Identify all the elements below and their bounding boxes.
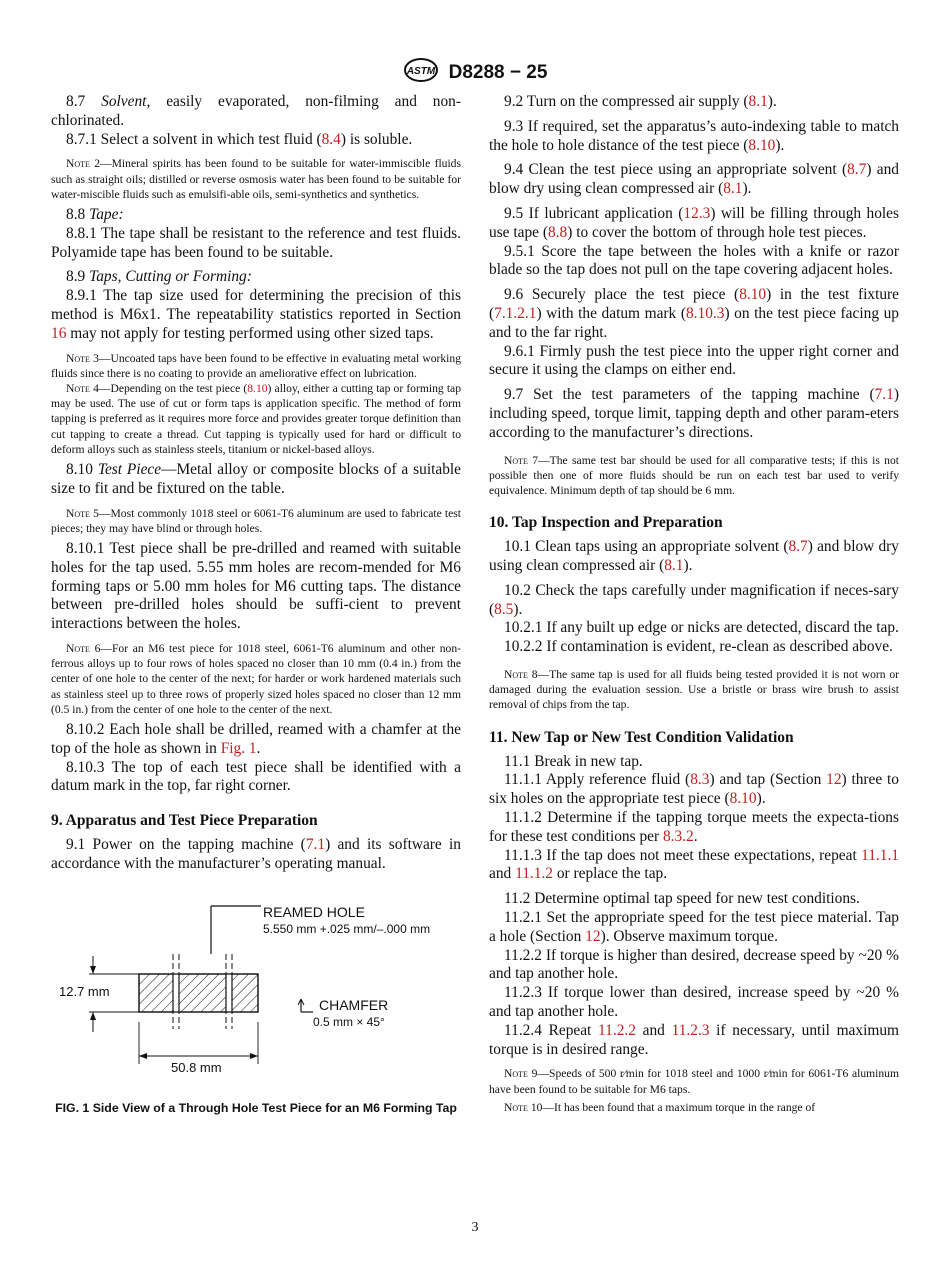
section-8-7-1: 8.7.1 Select a solvent in which test fluid (8.4) is soluble. <box>66 130 413 148</box>
section-11-2: 11.2 Determine optimal tap speed for new test conditions. <box>504 890 860 908</box>
section-9-3: 9.3 If required, set the apparatus’s auto-indexing table to match the hole to hole distance of the test piece (8.10). <box>489 117 899 154</box>
section-11-1-2: 11.1.2 Determine if the tapping torque meets the expecta-tions for these test conditions per 8.3.2. <box>489 808 899 845</box>
section-9-5: 9.5 If lubricant application (12.3) will be filling through holes use tape (8.8) to cover the bottom of through hole test pieces. <box>489 204 899 241</box>
section-11-2-3: 11.2.3 If torque lower than desired, increase speed by ~20 % and tap another hole. <box>489 984 899 1020</box>
section-11-2-1: 11.2.1 Set the appropriate speed for the test piece material. Tap a hole (Section 12). Observe maximum torque. <box>489 908 899 945</box>
ref-link[interactable]: 8.8 <box>547 223 568 241</box>
ref-link[interactable]: 8.7 <box>847 161 867 179</box>
reamed-hole-dimension: 5.550 mm +.025 mm/–.000 mm <box>263 921 431 936</box>
section-10-2: 10.2 Check the taps carefully under magnification if neces-sary (8.5). <box>489 581 899 618</box>
document-designation: D8288 − 25 <box>448 61 548 83</box>
note-10: Note 10—It has been found that a maximum torque in the range of <box>504 1100 816 1114</box>
height-dimension-label: 12.7 mm <box>59 983 110 999</box>
note-7: Note 7—The same test bar should be used for all comparative tests; if this is not possible then one of more fluids should be run on each test bar used to verify equivalence. Minimum depth of tap should be 6 mm. <box>489 453 900 497</box>
page-number: 3 <box>471 1220 479 1235</box>
svg-text:ASTM: ASTM <box>406 66 435 77</box>
note-2: Note 2—Mineral spirits has been found to be suitable for water-immiscible fluids such as straight oils; distilled or reverse osmosis water has been found to be suitable for water-miscible fluids such as emulsifi-able oils, semi-synthetics and synthetics. <box>51 157 461 201</box>
ref-link[interactable]: 8.1 <box>664 556 684 574</box>
ref-link[interactable]: 8.4 <box>321 130 341 148</box>
ref-link[interactable]: 16 <box>51 324 67 342</box>
right-column <box>489 93 899 1119</box>
test-piece-body <box>139 974 258 1012</box>
note-5: Note 5—Most commonly 1018 steel or 6061-T6 aluminum are used to fabricate test pieces; they may have blind or through holes. <box>51 506 461 535</box>
section-10-2-1: 10.2.1 If any built up edge or nicks are detected, discard the tap. <box>504 619 899 637</box>
note-3: Note 3—Uncoated taps have been found to be effective in evaluating metal working fluids since there is no coating to provide an ameliorative effect on lubrication. <box>51 351 461 380</box>
ref-link[interactable]: 8.10 <box>739 286 767 304</box>
ref-link[interactable]: 11.1.2 <box>515 865 553 883</box>
section-8-7: 8.7 Solvent, easily evaporated, non-filming and non-chlorinated. <box>51 93 461 129</box>
section-8-10-3: 8.10.3 The top of each test piece shall be identified with a datum mark in the top, far right corner. <box>51 758 461 795</box>
ref-link[interactable]: 12.3 <box>683 204 711 222</box>
width-dimension-label: 50.8 mm <box>171 1059 222 1075</box>
section-10-heading: 10. Tap Inspection and Preparation <box>489 514 723 532</box>
ref-link[interactable]: 11.2.2 <box>598 1021 636 1039</box>
section-9-1: 9.1 Power on the tapping machine (7.1) and its software in accordance with the manufacturer’s operating manual. <box>51 836 461 872</box>
chamfer-label: CHAMFER <box>319 996 389 1013</box>
section-11-heading: 11. New Tap or New Test Condition Validation <box>489 728 794 746</box>
ref-link[interactable]: 8.1 <box>748 93 768 110</box>
section-8-8-1: 8.8.1 The tape shall be resistant to the reference and test fluids. Polyamide tape has been found to be suitable. <box>51 224 461 261</box>
ref-link[interactable]: 12 <box>585 927 601 945</box>
ref-link[interactable]: 8.10.3 <box>685 304 725 322</box>
ref-link[interactable]: 8.5 <box>494 600 514 618</box>
ref-link[interactable]: 7.1 <box>874 386 894 404</box>
section-8-9: 8.9 Taps, Cutting or Forming: <box>66 268 252 286</box>
note-8: Note 8—The same tap is used for all fluids being tested provided it is not worn or damaged during the evaluation session. Use a bristle or brass wire brush to assist removal of chips from the tap. <box>489 667 899 712</box>
section-11-1-1: 11.1.1 Apply reference fluid (8.3) and tap (Section 12) three to six holes on the appropriate test piece (8.10). <box>489 771 899 808</box>
figure-1-drawing <box>51 904 461 1094</box>
page-header <box>0 58 950 87</box>
section-8-9-1: 8.9.1 The tap size used for determining the precision of this method is M6x1. The repeatability statistics reported in Section 16 may not apply for testing performed using other sized taps. <box>51 287 461 342</box>
section-9-6: 9.6 Securely place the test piece (8.10) in the test fixture (7.1.2.1) with the datum mark (8.10.3) on the test piece facing up and to the far right. <box>489 286 899 341</box>
section-8-10-1: 8.10.1 Test piece shall be pre-drilled and reamed with suitable holes for the tap used. 5.55 mm holes are recom-mended for M6 forming taps or 5.00 mm holes for M6 cutting taps. The distance between pre-drilled holes should be suffi-cient to prevent interactions between the holes. <box>51 540 461 633</box>
section-9-5-1: 9.5.1 Score the tape between the holes with a knife or razor blade so the tap does not pull on the tape covering adjacent holes. <box>489 242 899 279</box>
section-9-6-1: 9.6.1 Firmly push the test piece into the upper right corner and secure it using the clamps on either end. <box>489 342 899 379</box>
figure-link[interactable]: Fig. 1 <box>220 739 257 757</box>
ref-link[interactable]: 8.10 <box>247 381 268 395</box>
section-9-4: 9.4 Clean the test piece using an appropriate solvent (8.7) and blow dry using clean compressed air (8.1). <box>489 161 899 198</box>
left-column <box>51 93 461 1132</box>
ref-link[interactable]: 8.7 <box>788 538 808 556</box>
ref-link[interactable]: 11.1.1 <box>861 846 899 864</box>
reamed-hole-label: REAMED HOLE <box>263 903 365 920</box>
ref-link[interactable]: 8.3 <box>690 771 710 789</box>
ref-link[interactable]: 8.3.2 <box>662 827 694 845</box>
ref-link[interactable]: 12 <box>826 771 842 789</box>
section-11-2-2: 11.2.2 If torque is higher than desired, decrease speed by ~20 % and tap another hole. <box>489 946 899 983</box>
astm-logo-icon <box>403 58 439 87</box>
section-10-1: 10.1 Clean taps using an appropriate solvent (8.7) and blow dry using clean compressed air (8.1). <box>489 538 899 574</box>
section-10-2-2: 10.2.2 If contamination is evident, re-clean as described above. <box>504 638 893 656</box>
section-11-1-3: 11.1.3 If the tap does not meet these expectations, repeat 11.1.1 and 11.1.2 or replace the tap. <box>489 846 899 883</box>
note-6: Note 6—For an M6 test piece for 1018 steel, 6061-T6 aluminum and other non-ferrous alloys up to four rows of holes spaced no closer than 10 mm (0.4 in.) from the center of one hole to the center of the next; for harder or work hardened materials such as stainless steel up to three rows of properly sized holes spaced no closer than 12 mm (0.5 in.) from the center of one hole to the center of the next. <box>51 641 461 716</box>
section-9-heading: 9. Apparatus and Test Piece Preparation <box>51 812 318 830</box>
ref-link[interactable]: 8.10 <box>729 790 757 808</box>
section-11-2-4: 11.2.4 Repeat 11.2.2 and 11.2.3 if necessary, until maximum torque is in desired range. <box>489 1021 899 1058</box>
figure-1 <box>51 904 461 1132</box>
section-8-8: 8.8 Tape: <box>66 206 124 223</box>
section-9-2: 9.2 Turn on the compressed air supply (8.1). <box>504 93 777 110</box>
ref-link[interactable]: 11.2.3 <box>671 1021 710 1039</box>
ref-link[interactable]: 7.1.2.1 <box>494 304 537 322</box>
note-9: Note 9—Speeds of 500 r⁄min for 1018 steel and 1000 r⁄min for 6061-T6 aluminum have been found to be suitable for M6 taps. <box>489 1067 899 1096</box>
ref-link[interactable]: 8.1 <box>723 180 743 198</box>
note-4: Note 4—Depending on the test piece (8.10) alloy, either a cutting tap or forming tap may be used. The use of cut or form taps is application specific. The method of form tapping is preferred as it requires more force and provides greater torque definition than cut tapping to create a thread. Cut tapping is typically used for hard or difficult to deform alloys such as stainless steels, titanium or nickel-based alloys. <box>51 381 461 456</box>
figure-1-caption: FIG. 1 Side View of a Through Hole Test Piece for an M6 Forming Tap <box>55 1100 457 1115</box>
ref-link[interactable]: 8.10 <box>748 136 776 154</box>
chamfer-dimension: 0.5 mm × 45° <box>313 1014 385 1029</box>
section-11-1: 11.1 Break in new tap. <box>504 752 643 770</box>
section-8-10: 8.10 Test Piece—Metal alloy or composite blocks of a suitable size to fit and be fixtured on the table. <box>51 461 461 497</box>
section-8-10-2: 8.10.2 Each hole shall be drilled, reamed with a chamfer at the top of the hole as shown in Fig. 1. <box>51 721 461 757</box>
ref-link[interactable]: 7.1 <box>305 836 326 854</box>
section-9-7: 9.7 Set the test parameters of the tapping machine (7.1) including speed, torque limit, tapping depth and other param-eters according to the manufacturer’s directions. <box>489 386 899 441</box>
